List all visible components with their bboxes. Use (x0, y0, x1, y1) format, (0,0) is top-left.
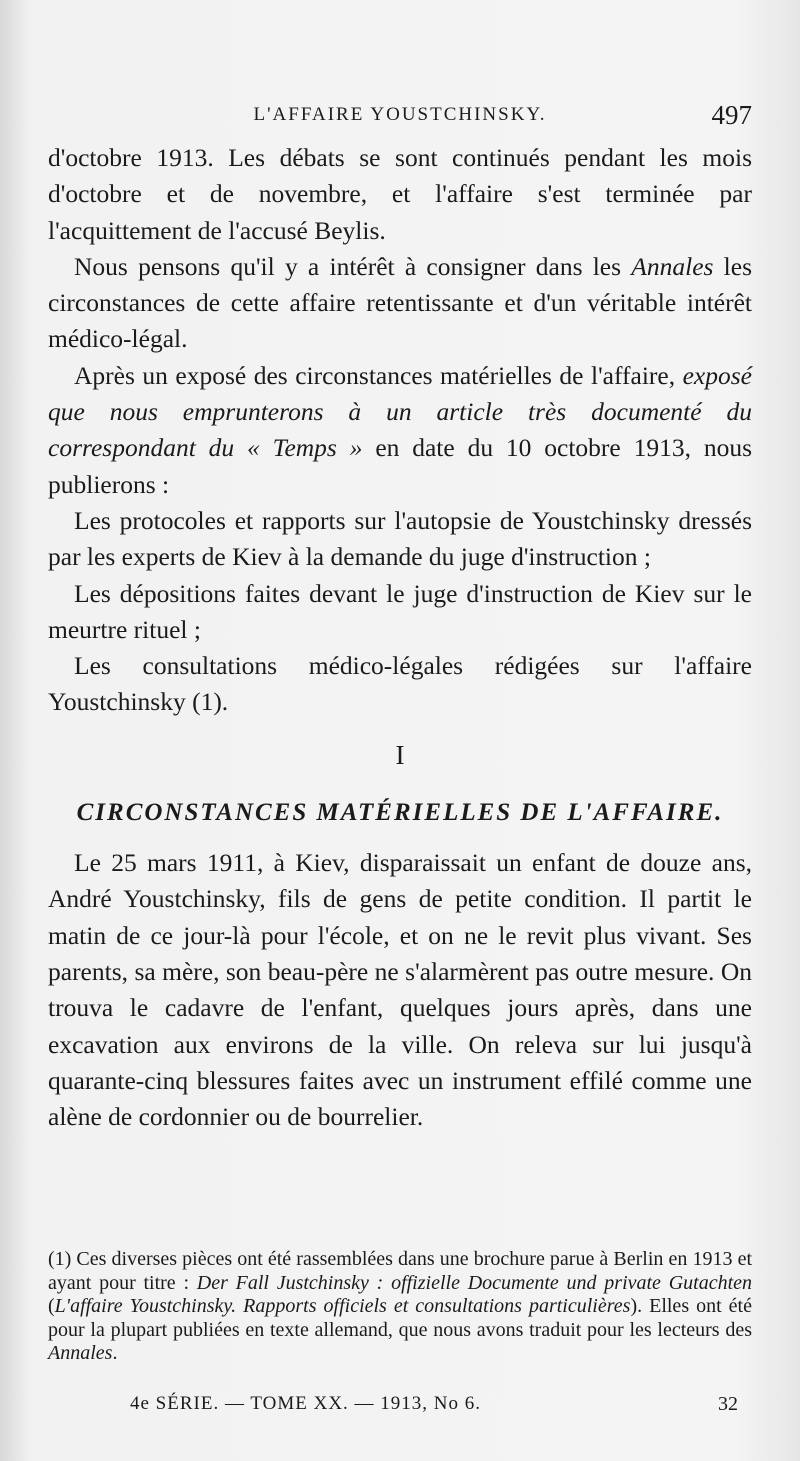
text-run: Après un exposé des circonstances matérielles de l'affaire, (74, 360, 683, 390)
list-item-depositions: Les dépositions faites devant le juge d'instruction de Kiev sur le meurtre rituel ; (48, 578, 752, 644)
italic-citation: exposé que nous emprunterons à un article très documenté du correspondant du « Temps » (48, 360, 752, 463)
footnote-german-title: Der Fall Justchinsky : offizielle Documente und private Gutachten (196, 1271, 753, 1294)
page-header (48, 100, 752, 134)
paragraph-intro (48, 249, 752, 358)
text-run: les circonstances de cette affaire retentissante et d'un véritable intérêt médico-légal. (48, 251, 752, 354)
list-item-consultations: Les consultations médico-légales rédigées sur l'affaire Youstchinsky (1). (48, 651, 752, 717)
footnote (48, 1248, 752, 1366)
footnote-text: . (112, 1342, 118, 1364)
paragraph-plan (48, 358, 752, 503)
text-run: en date du 10 octobre 1913, nous publierons : (48, 433, 752, 499)
running-title: L'AFFAIRE YOUSTCHINSKY. (253, 104, 547, 125)
signature-mark: 32 (718, 1393, 738, 1415)
paragraph-continuation: d'octobre 1913. Les débats se sont continués pendant les mois d'octobre et de novembre, et l'affaire s'est terminée par l'acquittement de l'accusé Beylis. (48, 143, 752, 245)
section-number: I (395, 739, 405, 770)
text-run: Nous pensons qu'il y a intérêt à consigner dans les (74, 251, 632, 281)
footnote-journal-name: Annales (48, 1342, 113, 1364)
page-number: 497 (711, 100, 752, 130)
footnote-text: (1) Ces diverses pièces ont été rassemblées dans une brochure parue à Berlin en 1913 et ayant pour titre : (48, 1248, 752, 1294)
footnote-text: ( (48, 1295, 55, 1317)
article-body (48, 140, 752, 1135)
page-footer (130, 1393, 738, 1423)
footnote-text: ). Elles ont été pour la plupart publiées en texte allemand, que nous avons traduit pour les lecteurs des (48, 1295, 752, 1341)
list-item-protocols: Les protocoles et rapports sur l'autopsie de Youstchinsky dressés par les experts de Kiev à la demande du juge d'instruction ; (48, 505, 752, 572)
journal-name: Annales (631, 251, 714, 281)
section-title: CIRCONSTANCES MATÉRIELLES DE L'AFFAIRE. (76, 798, 724, 826)
paragraph-circumstances: Le 25 mars 1911, à Kiev, disparaissait un enfant de douze ans, André Youstchinsky, fils de gens de petite condition. Il partit le matin de ce jour-là pour l'école, et on ne le revit plus vivant. Ses parents, sa mère, son beau-père ne s'alarmèrent pas outre mesure. On trouva le cadavre de l'enfant, quelques jours après, dans une excavation aux environs de la ville. On releva sur lui jusqu'à quarante-cinq blessures faites avec un instrument effilé comme une alène de cordonnier ou de bourrelier. (48, 848, 752, 1132)
series-info: 4e SÉRIE. — TOME XX. — 1913, No 6. (130, 1393, 482, 1414)
footnote-french-title: L'affaire Youstchinsky. Rapports officiels et consultations particulières (54, 1295, 631, 1317)
